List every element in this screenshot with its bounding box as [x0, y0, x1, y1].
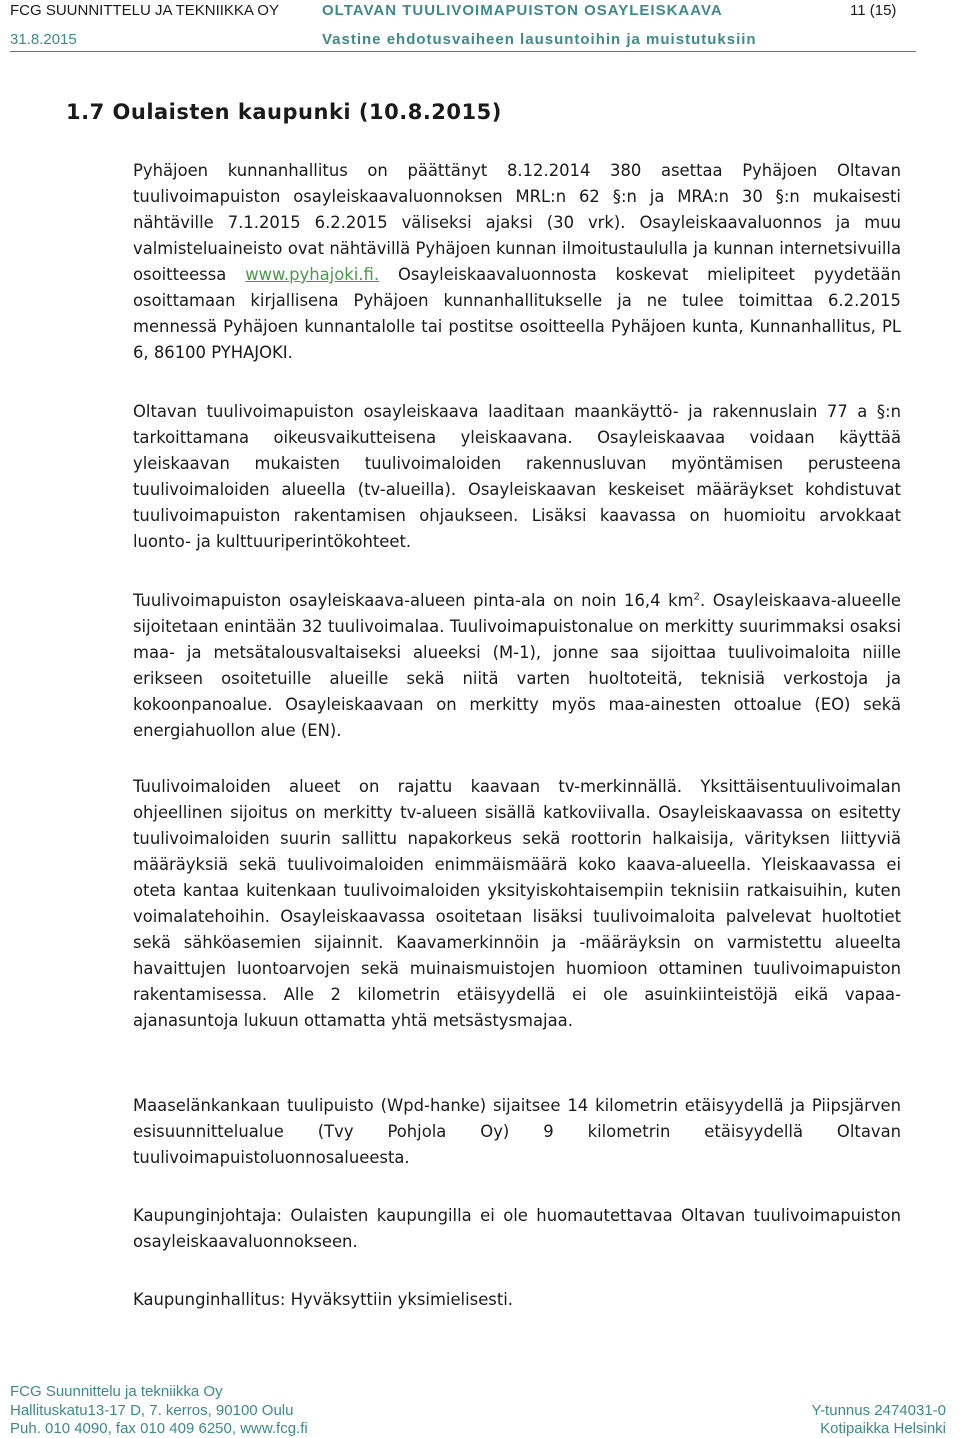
header-divider: [10, 51, 916, 52]
superscript-2: 2: [693, 591, 700, 603]
footer-address: Hallituskatu13-17 D, 7. kerros, 90100 Oulu: [10, 1402, 294, 1419]
paragraph-2: Oltavan tuulivoimapuiston osayleiskaava laaditaan maankäyttö- ja rakennuslain 77 a §:n tarkoittamana oikeusvaikutteisena yleiskaavana. Osayleiskaavaa voidaan käyttää yleiskaavan mukaisten tuulivoimaloiden rakennusluvan myöntämisen perusteena tuulivoimaloiden alueella (tv-alueilla). Osayleiskaavan keskeiset määräykset kohdistuvat tuulivoimapuiston rakentamisen ohjaukseen. Lisäksi kaavassa on huomioitu arvokkaat luonto- ja kulttuuriperintökohteet.: [133, 402, 901, 551]
header-date: 31.8.2015: [10, 31, 77, 48]
paragraph-6: Kaupunginjohtaja: Oulaisten kaupungilla ei ole huomautettavaa Oltavan tuulivoimapuiston osayleiskaavaluonnokseen.: [133, 1206, 901, 1251]
paragraph-3-text: Tuulivoimapuiston osayleiskaava-alueen pinta-ala on noin 16,4 km: [133, 591, 694, 610]
paragraph-1-text: Pyhäjoen kunnanhallitus on päättänyt 8.12.2014 380 asettaa Pyhäjoen Oltavan tuulivoimapuiston osayleiskaavaluonnoksen MRL:n 62 §:n ja MRA:n 30 §:n mukaisesti nähtäville 7.1.2015 6.2.2015 väliseksi ajaksi (30 vrk). Osayleiskaavaluonnos ja muu valmisteluaineisto ovat nähtävillä Pyhäjoen kunnan ilmoitustaululla ja kunnan internetsivuilla osoitteessa: [133, 161, 901, 284]
header-page-number: 11 (15): [850, 2, 897, 19]
paragraph-3-text-cont: . Osayleiskaava-alueelle sijoitetaan enintään 32 tuulivoimalaa. Tuulivoimapuistonalue on merkitty suurimmaksi osaksi maa- ja metsätalousvaltaiseksi alueeksi (M-1), jonne saa sijoittaa tuulivoimaloita niille erikseen osoitetuille alueille sekä niitä varten huoltoteitä, teknisiä verkostoja ja kokoonpanoalue. Osayleiskaavaan on merkitty myös maa-ainesten ottoalue (EO) sekä energiahuollon alue (EN).: [133, 591, 901, 740]
section-title: 1.7 Oulaisten kaupunki (10.8.2015): [66, 100, 502, 124]
footer-company: FCG Suunnittelu ja tekniikka Oy: [10, 1383, 223, 1400]
header-subtitle: Vastine ehdotusvaiheen lausuntoihin ja muistutuksiin: [322, 31, 757, 48]
paragraph-7: Kaupunginhallitus: Hyväksyttiin yksimielisesti.: [133, 1290, 514, 1309]
footer-business-id: Y-tunnus 2474031-0: [811, 1402, 946, 1419]
paragraph-1: [133, 158, 901, 366]
footer-contact: Puh. 010 4090, fax 010 409 6250, www.fcg.fi: [10, 1420, 308, 1437]
header-project-title: OLTAVAN TUULIVOIMAPUISTON OSAYLEISKAAVA: [322, 2, 723, 19]
paragraph-3: [133, 588, 901, 744]
paragraph-5: Maaselänkankaan tuulipuisto (Wpd-hanke) sijaitsee 14 kilometrin etäisyydellä ja Piipsjärven esisuunnittelualue (Tvy Pohjola Oy) 9 kilometrin etäisyydellä Oltavan tuulivoimapuistoluonnosalueesta.: [133, 1096, 901, 1167]
paragraph-1-text-cont: Osayleiskaavaluonnosta koskevat mielipiteet pyydetään osoittamaan kirjallisena Pyhäjoen kunnanhallitukselle ja ne tulee toimittaa 6.2.2015 mennessä Pyhäjoen kunnantalolle tai postitse osoitteella Pyhäjoen kunta, Kunnanhallitus, PL 6, 86100 PYHAJOKI.: [133, 265, 901, 362]
pyhajoki-website-link[interactable]: www.pyhajoki.fi.: [245, 265, 380, 284]
footer-domicile: Kotipaikka Helsinki: [820, 1420, 946, 1437]
header-company: FCG SUUNNITTELU JA TEKNIIKKA OY: [10, 2, 279, 19]
paragraph-4: Tuulivoimaloiden alueet on rajattu kaavaan tv-merkinnällä. Yksittäisentuulivoimalan ohjeellinen sijoitus on merkitty tv-alueen sisällä katkoviivalla. Osayleiskaavassa on esitetty tuulivoimaloiden suurin sallittu napakorkeus sekä roottorin halkaisija, värityksen liittyviä määräyksiä sekä tuulivoimaloiden enimmäismäärä koko kaava-alueella. Yleiskaavassa ei oteta kantaa kuitenkaan tuulivoimaloiden yksityiskohtaisempiin teknisiin ratkaisuihin, kuten voimalatehoihin. Osayleiskaavassa osoitetaan lisäksi tuulivoimaloita palvelevat huoltotiet sekä sähköasemien sijainnit. Kaavamerkinnöin ja -määräyksin on varmistettu alueelta havaittujen luontoarvojen sekä muinaismuistojen huomioon ottaminen tuulivoimapuiston rakentamisessa. Alle 2 kilometrin etäisyydellä ei ole asuinkiinteistöjä eikä vapaa-ajanasuntoja lukuun ottamatta yhtä metsästysmajaa.: [133, 777, 901, 1030]
